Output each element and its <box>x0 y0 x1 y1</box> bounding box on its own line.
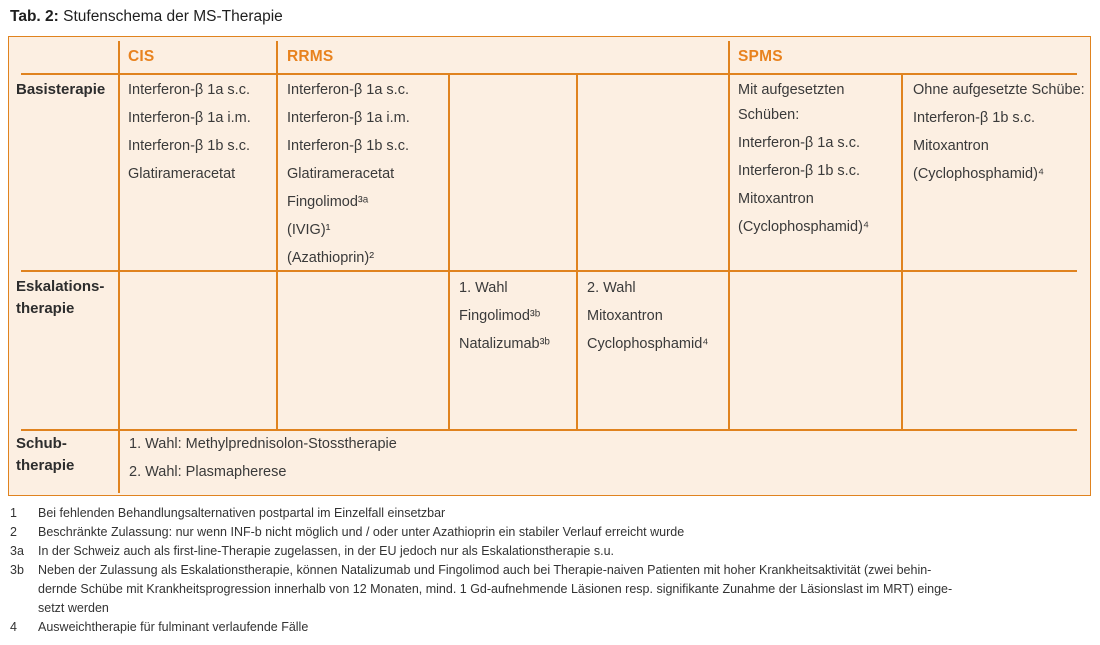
footnote-marker: 3a <box>10 544 24 558</box>
column-divider <box>276 41 278 429</box>
text-line: Interferon-β 1a s.c. <box>738 135 860 151</box>
text-line: therapie <box>16 300 75 317</box>
text-line: Interferon-β 1a i.m. <box>287 110 410 126</box>
text-line: Mitoxantron <box>913 138 989 154</box>
footnotes <box>10 504 1092 637</box>
footnote-1 <box>10 504 1092 523</box>
text-line: (Azathioprin)² <box>287 250 375 266</box>
text-line: Cyclophosphamid⁴ <box>587 336 709 352</box>
text-line: Eskalations- <box>16 278 105 295</box>
table-caption-title: Stufenschema der MS-Therapie <box>58 8 283 25</box>
footnote-text <box>38 523 1092 542</box>
cell-basistherapie-spms-mit <box>738 78 893 243</box>
text-line: Ausweichtherapie für fulminant verlaufende Fälle <box>38 620 309 634</box>
text-line: Natalizumab³ᵇ <box>459 336 550 352</box>
column-divider <box>576 73 578 429</box>
text-line: Schub- <box>16 435 67 452</box>
text-line: therapie <box>16 457 75 474</box>
column-divider <box>901 73 903 429</box>
column-divider <box>448 73 450 429</box>
text-line: 2. Wahl: Plasmapherese <box>129 464 287 480</box>
footnote-marker: 2 <box>10 525 17 539</box>
text-line: Glatirameracetat <box>128 166 236 182</box>
column-divider <box>728 41 730 429</box>
text-line: Bei fehlenden Behandlungsalternativen postpartal im Einzelfall einsetzbar <box>38 506 446 520</box>
footnote-text <box>38 561 1092 618</box>
text-line: Mitoxantron <box>587 308 663 324</box>
text-line: Fingolimod³ᵇ <box>459 308 541 324</box>
text-line: Mit aufgesetzten Schüben: <box>738 82 845 123</box>
footnote-2 <box>10 523 1092 542</box>
text-line: (IVIG)¹ <box>287 222 331 238</box>
text-line: Beschränkte Zulassung: nur wenn INF-b nicht möglich und / oder unter Azathioprin ein stabiler Verlauf erreicht wurde <box>38 525 685 539</box>
column-header-spms: SPMS <box>738 48 783 65</box>
footnote-marker: 3b <box>10 563 24 577</box>
text-line: (Cyclophosphamid)⁴ <box>913 166 1045 182</box>
footnote-marker: 1 <box>10 506 17 520</box>
text-line: Interferon-β 1a s.c. <box>287 82 409 98</box>
cell-basistherapie-cis <box>128 78 270 190</box>
footnote-3b <box>10 561 1092 618</box>
cell-eskalation-zweite-wahl <box>587 276 725 360</box>
text-line: Ohne aufgesetzte Schübe: <box>913 82 1085 98</box>
therapy-table <box>8 36 1091 496</box>
text-line: 2. Wahl <box>587 280 636 296</box>
table-caption <box>10 8 283 26</box>
footnote-text <box>38 618 1092 637</box>
row-separator-rule <box>21 270 1077 272</box>
text-line: Neben der Zulassung als Eskalationstherapie, können Natalizumab und Fingolimod auch bei Therapie-naiven Patienten mit hoher Krankheitsaktivität (zwei behin- <box>38 563 932 577</box>
footnote-text <box>38 504 1092 523</box>
footnote-3a <box>10 542 1092 561</box>
text-line: (Cyclophosphamid)⁴ <box>738 219 870 235</box>
footnote-4 <box>10 618 1092 637</box>
cell-basistherapie-spms-ohne <box>913 78 1085 190</box>
text-line: Interferon-β 1b s.c. <box>913 110 1035 126</box>
text-line: 1. Wahl: Methylprednisolon-Stosstherapie <box>129 436 397 452</box>
text-line: Fingolimod³ᵃ <box>287 194 369 210</box>
text-line: Interferon-β 1b s.c. <box>287 138 409 154</box>
cell-schubtherapie <box>129 432 1059 488</box>
table-caption-number: Tab. 2: <box>10 8 59 25</box>
text-line: 1. Wahl <box>459 280 508 296</box>
cell-basistherapie-rrms <box>287 78 445 274</box>
text-line: Interferon-β 1b s.c. <box>738 163 860 179</box>
text-line: setzt werden <box>38 601 109 615</box>
column-divider <box>118 41 120 493</box>
text-line: Mitoxantron <box>738 191 814 207</box>
text-line: Interferon-β 1a i.m. <box>128 110 251 126</box>
footnote-text <box>38 542 1092 561</box>
row-label-schubtherapie <box>16 433 116 477</box>
column-header-cis: CIS <box>128 48 155 65</box>
text-line: In der Schweiz auch als first-line-Therapie zugelassen, in der EU jedoch nur als Eskalationstherapie s.u. <box>38 544 614 558</box>
row-label-basistherapie <box>16 79 116 101</box>
header-separator-rule <box>21 73 1077 75</box>
row-separator-rule <box>21 429 1077 431</box>
text-line: Glatirameracetat <box>287 166 395 182</box>
cell-eskalation-erste-wahl <box>459 276 571 360</box>
footnote-marker: 4 <box>10 620 17 634</box>
text-line: Interferon-β 1b s.c. <box>128 138 250 154</box>
text-line: dernde Schübe mit Krankheitsprogression innerhalb von 12 Monaten, mind. 1 Gd-aufnehmende Läsionen resp. signifikante Zunahme der Läsionslast im MRT) einge- <box>38 582 953 596</box>
text-line: Interferon-β 1a s.c. <box>128 82 250 98</box>
column-header-rrms: RRMS <box>287 48 334 65</box>
row-label-eskalationstherapie <box>16 276 116 320</box>
text-line: Basisterapie <box>16 81 106 98</box>
